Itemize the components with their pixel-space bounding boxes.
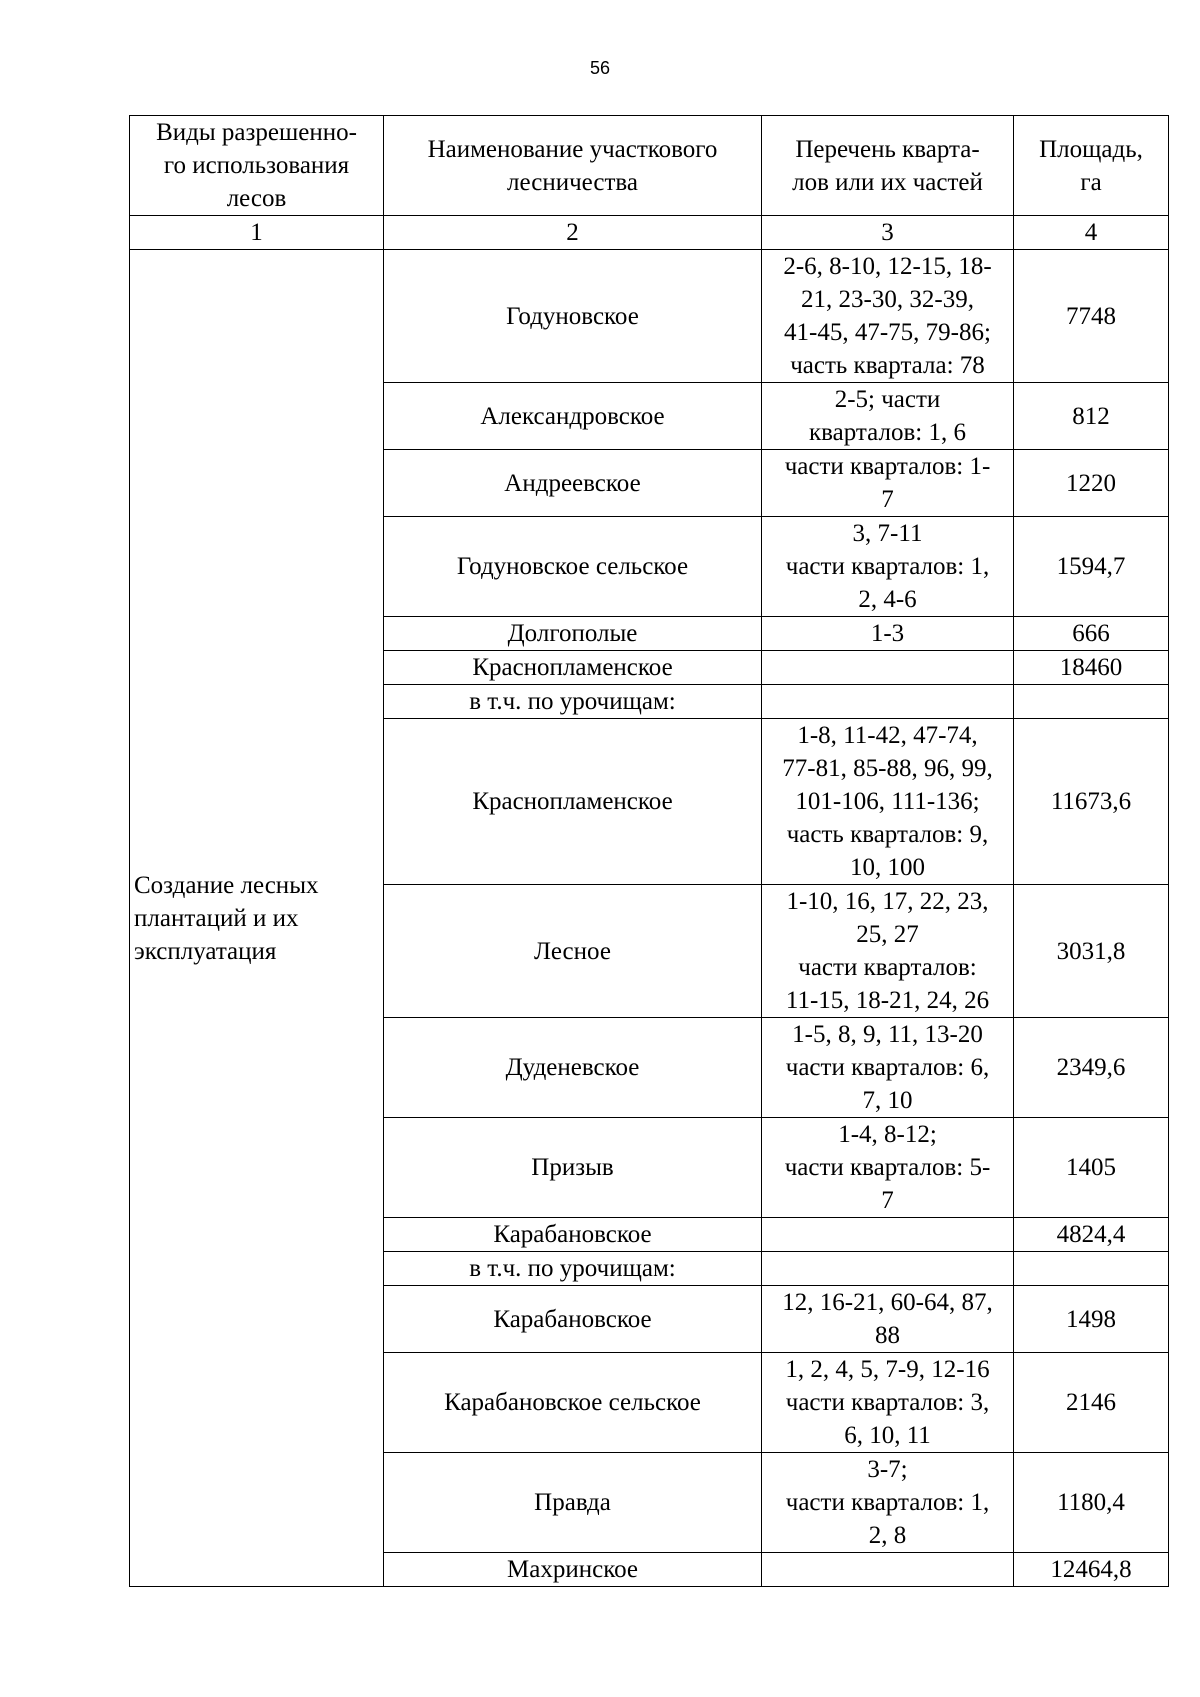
quarters-cell: 2-6, 8-10, 12-15, 18- 21, 23-30, 32-39, 41-45, 47-75, 79-86; часть квартала: 78 [762,250,1014,383]
quarters-cell [762,1553,1014,1587]
area-cell: 1498 [1014,1286,1169,1353]
quarters-cell: 3-7; части кварталов: 1, 2, 8 [762,1453,1014,1553]
forestry-table [129,115,1169,1587]
quarters-cell: 1-4, 8-12; части кварталов: 5- 7 [762,1118,1014,1218]
quarters-cell: части кварталов: 1- 7 [762,450,1014,517]
quarters-cell: 1, 2, 4, 5, 7-9, 12-16 части кварталов: 3, 6, 10, 11 [762,1353,1014,1453]
quarters-cell: 1-10, 16, 17, 22, 23, 25, 27 части кварталов: 11-15, 18-21, 24, 26 [762,885,1014,1018]
header-row [130,116,1169,216]
forestry-name-cell: Карабановское [384,1286,762,1353]
area-cell: 4824,4 [1014,1218,1169,1252]
quarters-cell [762,1218,1014,1252]
forestry-name-cell: Краснопламенское [384,719,762,885]
forestry-name-cell: Годуновское сельское [384,517,762,617]
quarters-cell: 12, 16-21, 60-64, 87, 88 [762,1286,1014,1353]
forestry-name-cell: Махринское [384,1553,762,1587]
area-cell: 1594,7 [1014,517,1169,617]
area-cell: 1405 [1014,1118,1169,1218]
column-number: 4 [1014,216,1169,250]
forestry-name-cell: Годуновское [384,250,762,383]
forestry-name-cell: Краснопламенское [384,651,762,685]
column-number: 3 [762,216,1014,250]
forestry-name-cell: в т.ч. по урочищам: [384,1252,762,1286]
usage-type-cell: Создание лесных плантаций и их эксплуатация [130,250,384,1587]
area-cell: 3031,8 [1014,885,1169,1018]
area-cell [1014,1252,1169,1286]
column-number: 2 [384,216,762,250]
column-number-row [130,216,1169,250]
area-cell: 7748 [1014,250,1169,383]
forestry-name-cell: Лесное [384,885,762,1018]
area-cell [1014,685,1169,719]
area-cell: 2349,6 [1014,1018,1169,1118]
quarters-cell: 2-5; части кварталов: 1, 6 [762,383,1014,450]
page-number: 56 [589,58,611,78]
header-quarters: Перечень кварта- лов или их частей [762,116,1014,216]
header-area: Площадь, га [1014,116,1169,216]
area-cell: 11673,6 [1014,719,1169,885]
table-row [130,250,1169,383]
area-cell: 1220 [1014,450,1169,517]
area-cell: 12464,8 [1014,1553,1169,1587]
forestry-name-cell: Карабановское сельское [384,1353,762,1453]
quarters-cell: 1-5, 8, 9, 11, 13-20 части кварталов: 6, 7, 10 [762,1018,1014,1118]
quarters-cell: 3, 7-11 части кварталов: 1, 2, 4-6 [762,517,1014,617]
quarters-cell: 1-3 [762,617,1014,651]
forestry-name-cell: в т.ч. по урочищам: [384,685,762,719]
quarters-cell [762,685,1014,719]
area-cell: 18460 [1014,651,1169,685]
forestry-name-cell: Карабановское [384,1218,762,1252]
forestry-name-cell: Призыв [384,1118,762,1218]
area-cell: 812 [1014,383,1169,450]
forestry-name-cell: Долгополые [384,617,762,651]
area-cell: 2146 [1014,1353,1169,1453]
header-usage-type: Виды разрешенно- го использования лесов [130,116,384,216]
area-cell: 1180,4 [1014,1453,1169,1553]
area-cell: 666 [1014,617,1169,651]
forestry-name-cell: Александровское [384,383,762,450]
quarters-cell [762,1252,1014,1286]
column-number: 1 [130,216,384,250]
forestry-name-cell: Андреевское [384,450,762,517]
forestry-name-cell: Дуденевское [384,1018,762,1118]
quarters-cell [762,651,1014,685]
quarters-cell: 1-8, 11-42, 47-74, 77-81, 85-88, 96, 99, 101-106, 111-136; часть кварталов: 9, 10, 100 [762,719,1014,885]
forestry-name-cell: Правда [384,1453,762,1553]
header-forestry-name: Наименование участкового лесничества [384,116,762,216]
